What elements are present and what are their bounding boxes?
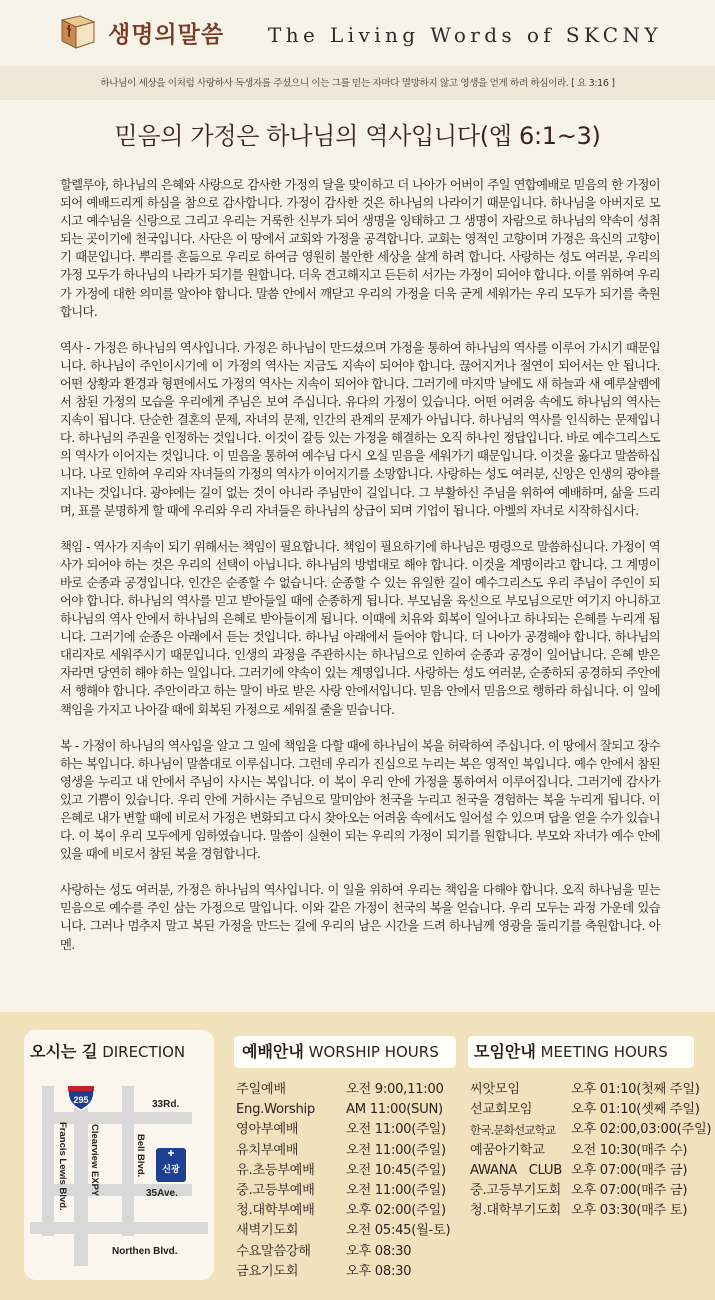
worship-name: Eng.Worship (236, 1102, 315, 1118)
worship-row (236, 1242, 450, 1262)
meeting-time: 오후 02:00,03:00(주일) (571, 1122, 712, 1138)
meeting-name: 한국.문화선교학교 (470, 1123, 556, 1138)
bible-icon (56, 10, 100, 54)
worship-time: 오전 11:00(주일) (346, 1122, 446, 1138)
meeting-row (470, 1161, 711, 1181)
worship-time: 오전 10:45(주일) (346, 1162, 446, 1178)
sermon-paragraph: 책임 - 역사가 지속이 되기 위해서는 책임이 필요합니다. 책임이 필요하기에 하나님은 명령으로 말씀하십니다. 가정이 역사가 되어야 하는 것은 우리의 선택이 아닙니다. 하나님의 방법대로 해야 합니다. 이것을 계명이라고 합니다. 그 계명이 바로 순종과 공경입니다. 인간은 순종할 수 없습니다. 순종할 수 있는 유일한 길이 예수그리스도 우리 주님이 주인이 되어야 합니다. 하나님의 역사를 믿고 받아들일 때에 순종하게 됩니다. 부모님을 육신으로 부모님으로만 여기지 아니하고 하나님의 역사 안에서 하나님의 은혜로 받아들이게 됩니다. 이때에 치유와 회복이 일어나고 하나되는 은혜를 누리게 됩니다. 그러기에 순종은 아래에서 듣는 것입니다. 하나님 아래에서 들어야 합니다. 더 나아가 공경해야 합니다. 하나님의 대리자로 세워주시기 때문입니다. 인생의 과정을 주관하시는 하나님으로 인하여 순종과 공경이 일어납니다. 은혜 받은 자라면 당연히 해야 하는 일입니다. 그러기에 약속이 있는 계명입니다. 사랑하는 성도 여러분, 순종하되 공경하되 주안에서 행해야 합니다. 주안이라고 하는 말이 바로 받은 사랑 안에서입니다. 믿음 안에서 믿음으로 행하라 하십니다. 이 일에 책임을 가지고 나아갈 때에 회복된 가정으로 세워질 줄을 믿습니다. (60, 539, 660, 717)
church-mark-label: 신광 (162, 1165, 180, 1175)
meeting-name: AWANA CLUB (470, 1162, 562, 1178)
meeting-time: 오후 03:30(매주 토) (571, 1203, 688, 1219)
meeting-time: 오후 07:00(매주 금) (571, 1183, 688, 1199)
worship-name: 청.대학부예배 (236, 1203, 315, 1219)
francis-lewis-road (42, 1086, 54, 1236)
verse-text: 하나님이 세상을 이처럼 사랑하사 독생자를 주셨으니 이는 그를 믿는 자마다 멸망하지 않고 영생을 얻게 하려 하심이라. [ 요 3:16 ] (100, 78, 615, 89)
meeting-row (470, 1100, 711, 1120)
worship-row (236, 1161, 450, 1181)
sermon-body (60, 176, 660, 972)
meeting-row (470, 1120, 711, 1140)
worship-time: AM 11:00(SUN) (346, 1102, 443, 1118)
worship-time: 오전 05:45(월-토) (346, 1223, 451, 1239)
worship-row (236, 1181, 450, 1201)
meeting-list (470, 1080, 711, 1221)
worship-row (236, 1080, 450, 1100)
meeting-name: 청.대학부기도회 (470, 1203, 561, 1219)
bell-road (122, 1086, 134, 1236)
worship-row (236, 1120, 450, 1140)
worship-heading (234, 1036, 456, 1068)
meeting-row (470, 1080, 711, 1100)
sermon-title: 믿음의 가정은 하나님의 역사입니다(엡 6:1~3) (114, 122, 601, 150)
header-title-ko: 생명의말씀 (108, 22, 225, 48)
worship-heading-en: WORSHIP HOURS (308, 1043, 439, 1061)
road-35ave-label: 35Ave. (146, 1188, 178, 1199)
worship-row (236, 1262, 450, 1282)
meeting-row (470, 1141, 711, 1161)
worship-name: 영아부예배 (236, 1122, 299, 1138)
worship-row (236, 1221, 450, 1241)
header-title-en: The Living Words of SKCNY (268, 23, 662, 47)
meeting-time: 오후 01:10(첫째 주일) (571, 1082, 700, 1097)
direction-heading-en: DIRECTION (102, 1043, 186, 1061)
worship-name: 주일예배 (236, 1082, 286, 1097)
church-location-icon (156, 1148, 186, 1182)
worship-time: 오후 08:30 (346, 1243, 412, 1259)
meeting-name: 씨앗모임 (470, 1082, 520, 1097)
worship-row (236, 1201, 450, 1221)
highway-shield-icon (68, 1086, 94, 1110)
northen-road (30, 1222, 208, 1234)
meeting-row (470, 1201, 711, 1221)
worship-list (236, 1080, 450, 1282)
worship-time: 오후 08:30 (346, 1263, 412, 1279)
meeting-time: 오후 07:00(매주 금) (571, 1162, 688, 1178)
road-33rd-label: 33Rd. (152, 1099, 180, 1110)
worship-name: 유.초등부예배 (236, 1162, 315, 1178)
road-francis-label: Francis Lewis Blvd. (57, 1122, 68, 1211)
meeting-name: 선교회모임 (470, 1102, 533, 1118)
meeting-heading (468, 1036, 694, 1068)
direction-heading (30, 1036, 208, 1068)
worship-row (236, 1100, 450, 1120)
direction-map (30, 1072, 208, 1272)
highway-label: 295 (73, 1095, 89, 1105)
sermon-paragraph: 복 - 가정이 하나님의 역사임을 알고 그 일에 책임을 다할 때에 하나님이 복을 허락하여 주십니다. 이 땅에서 잘되고 장수하는 복입니다. 하나님이 말씀대로 이루십니다. 그런데 우리가 진심으로 누리는 복은 영적인 복입니다. 예수 안에서 참된 영생을 누리고 내 안에서 주님이 사시는 복입니다. 이 복이 우리 안에 가정을 통하여서 이루어집니다. 그러기에 감사가 있고 기쁨이 있습니다. 우리 안에 거하시는 주님으로 말미암아 천국을 누리고 천국을 경험하는 복을 누리게 됩니다. 이 은혜로 내가 변할 때에 비로서 가정은 변화되고 다시 찾아오는 어려움 속에서도 일어설 수 있으며 답을 얻을 수가 있습니다. 이 복이 우리 모두에게 임하였습니다. 말씀이 실현이 되는 우리의 가정이 되기를 원합니다. 부모와 자녀가 예수 안에 있을 때에 비로서 참된 복을 경험합니다. (60, 738, 660, 862)
worship-time: 오전 9:00,11:00 (346, 1082, 444, 1097)
worship-heading-ko: 예배안내 (242, 1042, 304, 1061)
sermon-paragraph: 역사 - 가정은 하나님의 역사입니다. 가정은 하나님이 만드셨으며 가정을 통하여 하나님의 역사를 이루어 가시기 때문입니다. 하나님이 주인이시기에 이 가정의 역사는 지금도 지속이 되어야 합니다. 끊어지거나 절연이 되어서는 안 됩니다. 어떤 상황과 환경과 형편에서도 가정의 역사는 지속이 되어야 합니다. 그러기에 마지막 날에도 새 하늘과 새 예루살렘에서 참된 가정의 모습을 우리에게 주님은 보여 주십니다. 유다의 가정이 있습니다. 어떤 어려움 속에도 하나님의 역사는 지속이 됩니다. 단순한 결혼의 문제, 자녀의 문제, 인간의 관계의 문제가 아닙니다. 하나님의 역사를 인식하는 문제입니다. 하나님의 주권을 인정하는 것입니다. 이것이 갈등 있는 가정을 해결하는 오직 하나인 정답입니다. 바로 예수그리스도의 역사가 이어지는 것입니다. 이 믿음을 통하여 예수님 다시 오실 믿음을 세워가기 때문입니다. 이것을 옳다고 말씀하십니다. 나로 인하여 우리와 자녀들의 가정의 역사가 이어지기를 소망합니다. 사랑하는 성도 여러분, 신앙은 인생의 광야를 지나는 것입니다. 광야에는 길이 없는 것이 아니라 주님만이 길입니다. 그 부활하신 주님을 위하여 예배하며, 삶을 드리며, 표를 분명하게 할 때에 우리와 우리 자녀들은 하나님의 상급이 되며 기업이 됩니다. 아벨의 자녀로 시작하십시다. (60, 340, 660, 518)
road-bell-label: Bell Blvd. (135, 1134, 146, 1178)
meeting-name: 예꿈아기학교 (470, 1142, 545, 1158)
worship-name: 유치부예배 (236, 1142, 299, 1158)
road-clearview-label: Clearview EXPY (89, 1124, 100, 1197)
worship-name: 수요말씀강해 (236, 1243, 311, 1259)
worship-time: 오전 11:00(주일) (346, 1142, 446, 1158)
road-northen-label: Northen Blvd. (112, 1246, 178, 1257)
meeting-time: 오후 01:10(셋째 주일) (571, 1102, 700, 1118)
sermon-paragraph: 사랑하는 성도 여러분, 가정은 하나님의 역사입니다. 이 일을 위하여 우리는 책임을 다해야 합니다. 오직 하나님을 믿는 믿음으로 예수를 주인 삼는 가정으로 말입니다. 이와 같은 가정이 천국의 복을 얻습니다. 우리 모두는 과정 가운데 있습니다. 그러나 멈추지 말고 복된 가정을 만드는 길에 우리의 남은 시간을 드려 하나님께 영광을 돌리기를 축원합니다. 아멘. (60, 883, 660, 952)
sermon-paragraph: 할렐루야, 하나님의 은혜와 사랑으로 감사한 가정의 달을 맞이하고 더 나아가 어버이 주일 연합예배로 믿음의 한 가정이 되어 예배드리게 하심을 참으로 감사합니다. 가정이 감사한 것은 하나님의 나라이기 때문입니다. 하나님을 아버지로 모시고 예수님을 신랑으로 그리고 우리는 거룩한 신부가 되어 생명을 잉태하고 그 생명이 자람으로 하나님의 약속이 성취되는 곳이기에 천국입니다. 사단은 이 땅에서 교회와 가정을 공격합니다. 교회는 영적인 고향이며 가정은 육신의 고향이기 때문입니다. 뿌리를 흔듦으로 우리로 하여금 영원히 불안한 세상을 살게 하려 합니다. 사랑하는 성도 여러분, 우리의 가정 모두가 하나님의 나라가 되기를 원합니다. 더욱 견고해지고 든든히 서가는 가정이 되어야 합니다. 이를 위하여 우리가 가정에 대한 의미를 알아야 합니다. 말씀 안에서 깨닫고 우리의 가정을 더욱 굳게 세워가는 우리 모두가 되기를 축원합니다. (60, 178, 660, 319)
direction-heading-ko: 오시는 길 (30, 1042, 98, 1061)
worship-time: 오전 11:00(주일) (346, 1183, 446, 1199)
worship-time: 오후 02:00(주일) (346, 1203, 446, 1219)
meeting-heading-ko: 모임안내 (474, 1042, 536, 1061)
meeting-time: 오전 10:30(매주 수) (571, 1142, 688, 1158)
meeting-heading-en: MEETING HOURS (540, 1043, 668, 1061)
meeting-row (470, 1181, 711, 1201)
worship-name: 금요기도회 (236, 1263, 299, 1279)
worship-name: 중.고등부예배 (236, 1183, 315, 1199)
worship-row (236, 1141, 450, 1161)
meeting-name: 중.고등부기도회 (470, 1183, 561, 1199)
header (0, 0, 715, 66)
worship-name: 새벽기도회 (236, 1223, 299, 1239)
